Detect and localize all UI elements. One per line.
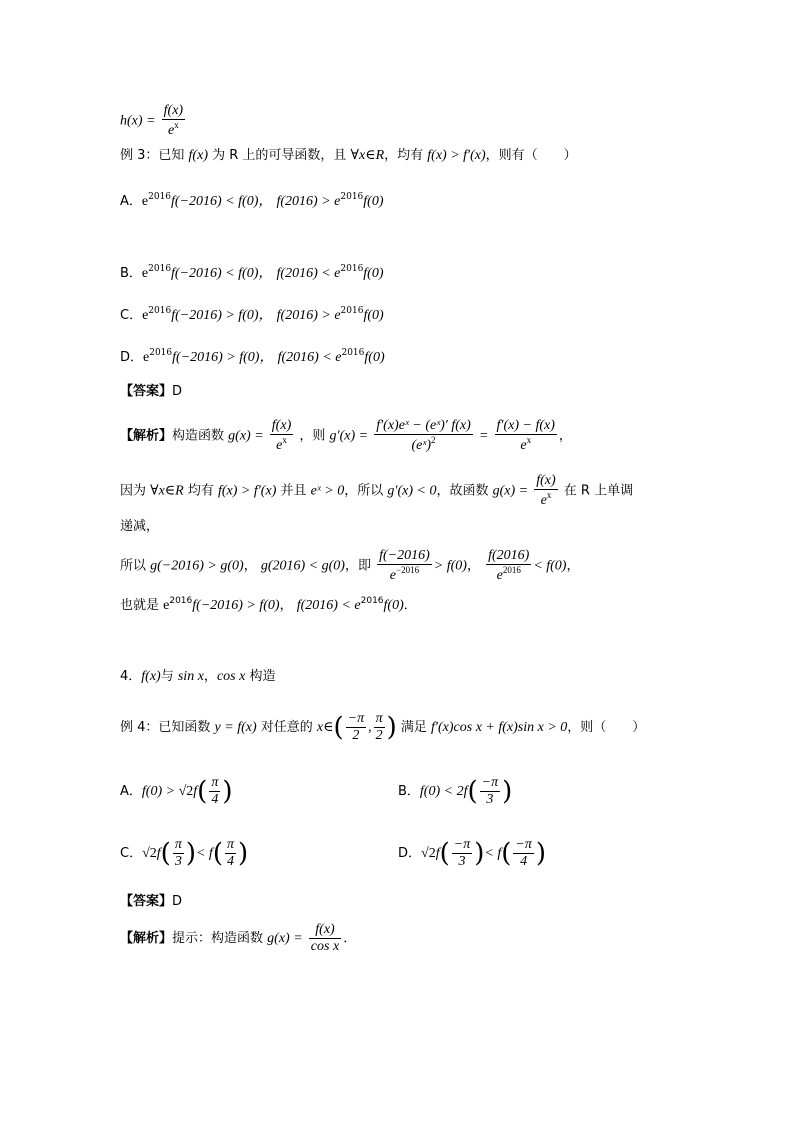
answer-3: 【答案】D — [120, 384, 183, 399]
example-4-stem: 例 4：已知函数 y = f(x) 对任意的 x∈( $\frac{-\pi}{2}$ , $\frac{\pi}{2}$ ) 满足 f′(x)cos x + f(x)sin x > 0，则（ ） — [120, 711, 646, 744]
option-c: C．$e^{2016}f(-2016) > f(0)$， $f(2016) > e^{2016}f(0)$ — [120, 306, 384, 323]
ex4-option-b: B．f(0) < 2f( $\frac{-\pi}{3}$ ) — [398, 775, 513, 808]
option-a: A．$e^{2016}f(-2016) < f(0)$， $f(2016) > e^{2016}f(0)$ — [120, 192, 384, 209]
analysis-3-line-5: 也就是 $e^{2016}f(-2016) > f(0)$， $f(2016) < e^{2016}f(0)$． — [120, 596, 417, 613]
section-4-heading: 4．f(x)与 sin x，cos x 构造 — [120, 669, 276, 684]
ex4-option-a: A．f(0) > √2f( $\frac{\pi}{4}$ ) — [120, 775, 233, 808]
example-3-stem: 例 3：已知 f(x) 为 R 上的可导函数，且 ∀x∈R，均有 f(x) > f′(x)，则有（ ） — [120, 148, 577, 163]
analysis-3-line-1: 【解析】构造函数 g(x) = $\frac{f(x)}{e^x}$ ，则 g′(x) = $\frac{\text{f′(x)eˣ − (eˣ)′ f(x)}}{(eˣ)^2}$ = $\frac{f'(x) - f(x)}{e^x}$ ， — [120, 418, 572, 454]
h-formula: h(x) = $\frac{f(x)}{e^x}$ — [120, 103, 184, 139]
option-d: D．$e^{2016}f(-2016) > f(0)$， $f(2016) < e^{2016}f(0)$ — [120, 348, 385, 365]
option-b: B．$e^{2016}f(-2016) < f(0)$， $f(2016) < e^{2016}f(0)$ — [120, 264, 384, 281]
analysis-3-line-3: 递减， — [120, 519, 160, 534]
ex4-option-c: C．√2f( $\frac{\pi}{3}$ )< f( $\frac{\pi}{4}$ ) — [120, 837, 249, 870]
analysis-4: 【解析】提示：构造函数 g(x) = $\frac{f(x)}{\text{cos x}}$ ． — [120, 922, 357, 955]
analysis-3-line-2: 因为 ∀x∈R 均有 f(x) > f′(x) 并且 eˣ > 0，所以 g′(x) < 0，故函数 g(x) = $\frac{f(x)}{e^x}$ 在 R 上单调 — [120, 473, 634, 509]
answer-4: 【答案】D — [120, 894, 183, 909]
analysis-3-line-4: 所以 g(−2016) > g(0)， g(2016) < g(0)，即 $\frac{f(-2016)}{e^{-2016}}$ > f(0)， $\frac{f(2016)}{e^{2016}}$ < f(0)， — [120, 548, 580, 584]
ex4-option-d: D．√2f( $\frac{-\pi}{3}$ )< f( $\frac{-\pi}{4}$ ) — [398, 837, 546, 870]
